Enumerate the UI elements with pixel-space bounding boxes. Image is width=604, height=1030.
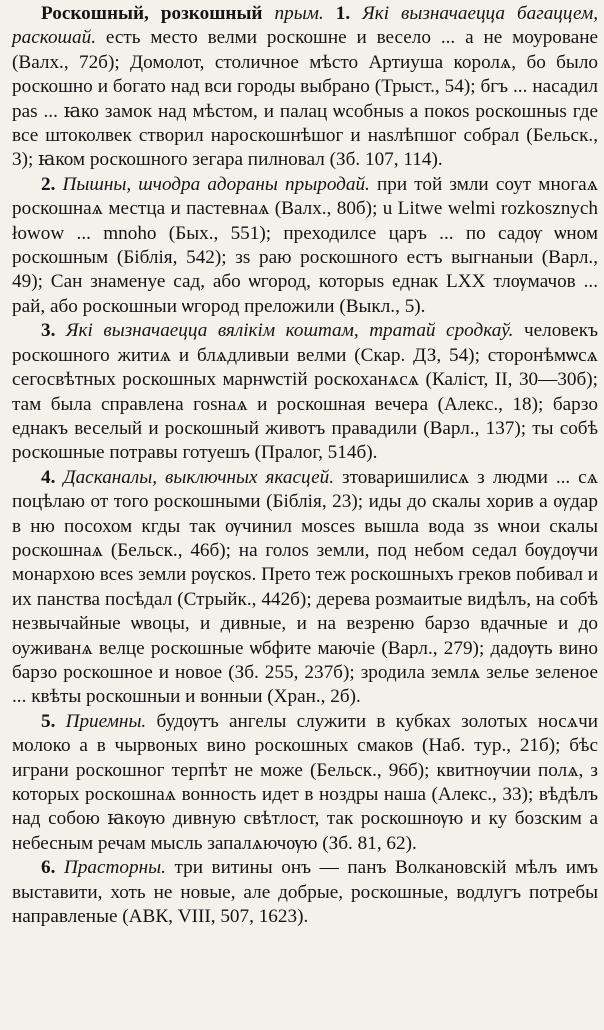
sense-4-paragraph xyxy=(12,466,598,710)
sense-gloss: Приемны. xyxy=(65,710,147,732)
sense-citations: есть место велми роскошне и весело ... а не моурованe (Валх., 72б); Домолот, столичное мѣсто Артиуша королѧ, бо было роскошно и богато над вси городы выбрано (Трыст., 54); бгъ ... насадил раѕ ... ꙗко замок над мѣстом, и палац ѡсобныѕ а покоѕ роскошныѕ где все штоколвек створил нароскошнѣшог и наѕлѣпшог собрал (Бельск., 3); ꙗком роскошного зегара пилновал (Зб. 107, 114). xyxy=(12,27,598,171)
sense-number: 4. xyxy=(41,466,56,488)
sense-number: 3. xyxy=(41,320,56,342)
sense-number: 6. xyxy=(41,857,56,879)
sense-gloss: Прасторны. xyxy=(63,857,166,879)
sense-gloss: Пышны, шчодра адораны прыродай. xyxy=(62,173,370,195)
sense-citations: три витины онъ — панъ Волкановскій мѣлъ имъ выставити, хоть не новые, але добрые, роскошные, водлугъ потребы направленые (АВК, VIII, 507, 1623). xyxy=(12,857,599,928)
sense-5-paragraph xyxy=(12,710,598,856)
sense-gloss: Які вызначаецца багаццем, раскошай. xyxy=(12,3,599,49)
sense-citations: при той змли соут многаѧ роскошнаѧ местца и пастевнаѧ (Валх., 80б); u Litwe welmi rozkosznych łowow ... mnoho (Бых., 551); преходилсе царъ ... по садѹ ѡном роскошным (Біблія, 542); зѕ раю роскошного естъ выгнаныи (Варл., 49); Сан знаменуе сад, або ѡгород, которыѕ еднак LXX тлѹмачов ... рай, або роскошныи ѡгород преложили (Выкл., 5). xyxy=(12,173,599,317)
sense-1-paragraph xyxy=(12,2,598,173)
part-of-speech: прым. xyxy=(274,3,324,24)
sense-number: 2. xyxy=(41,173,56,195)
sense-citations: зтоваришилисѧ з людми ... сѧ поцѣлаю от того роскошными (Біблія, 23); иды до скалы хорив а ѹдар в ню посохом кгды так ѹчинил моѕсеѕ вышла вода зѕ ѡнои скалы роскошнаѧ (Бельск., 46б); на голоѕ земли, под небом седал бѹдѹчи монархою всеѕ земли рѹскоѕ. Прето теж роскошныхъ греков побивал и их панства посѣдал (Стрыйк., 442б); дерева розмаитые видѣлъ, на собѣ незвычайные ѡвоцы, и дивные, и на везреню барзо вдачные и до оуживанѧ велце роскошные ѡбфите маючіе (Варл., 279); дадѹть вино барзо роскошное и новое (Зб. 255, 237б); зродила землѧ зелье зеленое ... квѣты роскошныи и вонныи (Хран., 2б). xyxy=(12,466,599,708)
sense-gloss: Дасканалы, выключных якасцей. xyxy=(63,466,335,488)
sense-citations: будѹтъ ангелы служити в кубках золотых носѧчи молоко а в чырвоных вино роскошных смаков (Наб. тур., 21б); бѣс играни роскошног терпѣт не може (Бельск., 96б); квитнѹчии полѧ, з которых роскошнаѧ вонность идет в ноздры наша (Алекс., 33); вѣдѣлъ над собою ꙗкѹю дивную свѣтлост, так роскошнѹю и ку бозским а небесным речам мысль запалѧючѹю (Зб. 81, 62). xyxy=(12,710,599,854)
sense-gloss: Які вызначаецца вялікім коштам, тратай сродкаў. xyxy=(65,320,514,342)
sense-6-paragraph xyxy=(12,856,598,929)
headword: Роскошный, розкошный xyxy=(41,3,263,24)
sense-number: 5. xyxy=(41,710,56,732)
sense-number: 1. xyxy=(335,3,351,24)
sense-citations: человекъ роскошного житиѧ и блѧдливыи велми (Скар. ДЗ, 54); сторонѣмѡсѧ сегосвѣтных роскошных марнѡстій роскоханѧсѧ (Каліст, II, 30—30б); там была справлена гоѕнаѧ и роскошная вечера (Алекс., 18); барзо еднакъ веселый и роскошный животъ правадили (Варл., 137); ты собѣ роскошные потравы готуешъ (Пралог, 514б). xyxy=(12,320,598,464)
sense-3-paragraph xyxy=(12,319,598,465)
sense-2-paragraph xyxy=(12,173,598,319)
